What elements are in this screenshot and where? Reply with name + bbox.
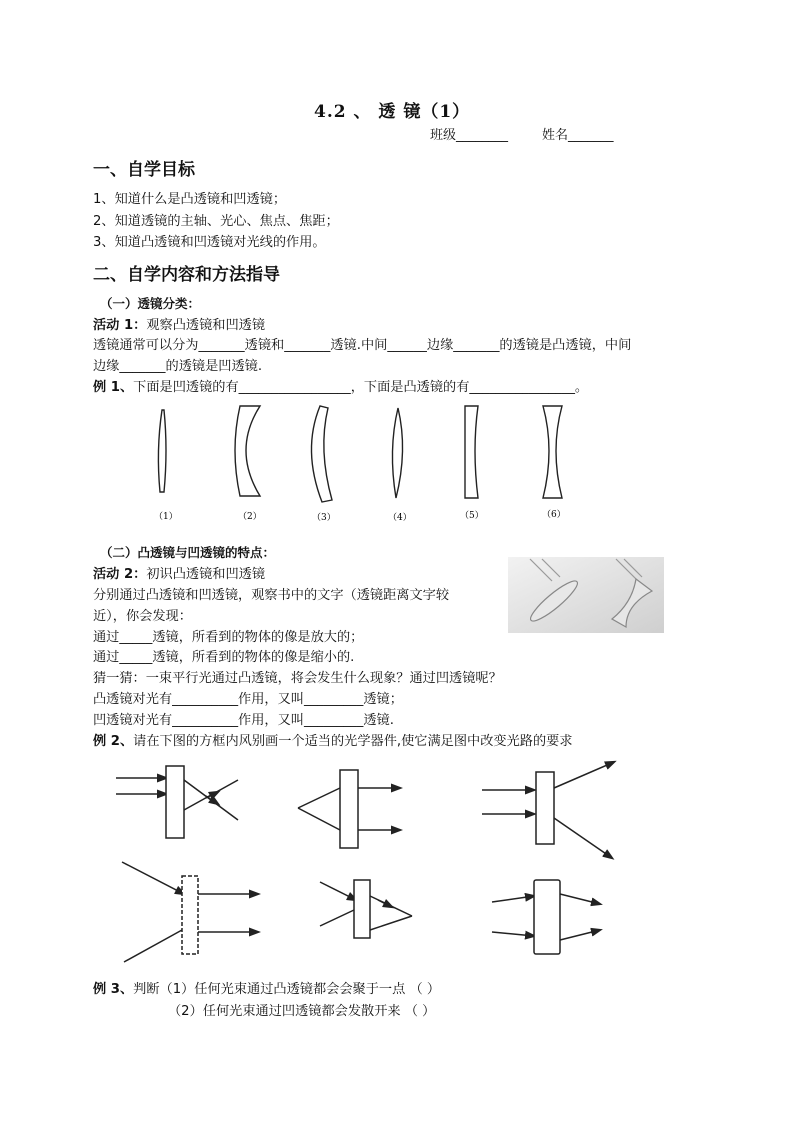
class-field: 班级________ [430, 128, 509, 143]
lens-4-label: （4） [388, 513, 412, 523]
example3 [93, 978, 440, 997]
lens-6-shape [543, 406, 562, 498]
classification-line-2: 边缘_______的透镜是凹透镜. [93, 359, 263, 374]
part2-line-6: 凸透镜对光有__________作用，又叫_________透镜； [93, 692, 403, 707]
section1-heading: 一、自学目标 [93, 160, 195, 180]
goal-item-3: 3、知道凸透镜和凹透镜对光线的作用。 [93, 235, 326, 250]
part2-line-5: 猜一猜：一束平行光通过凸透镜，将会发生什么现象？通过凹透镜呢？ [93, 671, 502, 686]
part2-line-1: 分别通过凸透镜和凹透镜，观察书中的文字（透镜距离文字较 [93, 588, 450, 603]
part2-line-3: 通过_____透镜，所看到的物体的像是放大的； [93, 630, 364, 645]
diagram-5 [320, 880, 412, 938]
activity2 [93, 563, 265, 582]
diagram-1-converging [116, 766, 238, 838]
goal-item-2: 2、知道透镜的主轴、光心、焦点、焦距； [93, 214, 339, 229]
example3-line-2: （2）任何光束通过凹透镜都会发散开来 （ ） [168, 1004, 436, 1019]
part2-heading: （二）凸透镜与凹透镜的特点： [100, 545, 276, 560]
lens-6-label: （6） [542, 510, 566, 520]
lens-2-label: （2） [238, 512, 262, 522]
example2 [93, 730, 573, 749]
part2-line-4: 通过_____透镜，所看到的物体的像是缩小的. [93, 650, 355, 665]
goal-item-1: 1、知道什么是凸透镜和凹透镜； [93, 192, 287, 207]
diagram-4 [122, 862, 258, 962]
lens-3-shape [311, 406, 332, 502]
diagram-6 [492, 880, 600, 954]
example2-label: 例 2、 [93, 734, 134, 749]
lens-2-shape [235, 406, 260, 496]
activity2-label: 活动 2： [93, 567, 147, 582]
part2-line-7: 凹透镜对光有__________作用，又叫_________透镜. [93, 713, 394, 728]
part1-heading: （一）透镜分类： [100, 296, 201, 311]
lens-3-label: （3） [312, 513, 336, 523]
diagram-2-parallel [298, 770, 400, 848]
lens-photo [508, 557, 664, 633]
lens-5-label: （5） [460, 511, 484, 521]
example2-text: 请在下图的方框内风别画一个适当的光学器件,使它满足图中改变光路的要求 [133, 734, 573, 749]
lens-shapes-figure [140, 400, 600, 525]
activity2-text: 初识凸透镜和凹透镜 [146, 567, 266, 582]
part2-line-2: 近），你会发现： [93, 609, 192, 624]
example1 [93, 376, 588, 395]
example1-label: 例 1、 [93, 380, 134, 395]
example3-label: 例 3、 [93, 982, 134, 997]
activity1-label: 活动 1： [93, 318, 147, 333]
example1-text: 下面是凹透镜的有_________________，下面是凸透镜的有________________。 [133, 380, 589, 395]
classification-line-1: 透镜通常可以分为_______透镜和_______透镜.中间______边缘_______的透镜是凸透镜，中间 [93, 338, 632, 353]
lens-1-label: （1） [154, 512, 178, 522]
section2-heading: 二、自学内容和方法指导 [93, 265, 280, 285]
page-title: 4.2 、 透 镜（1） [314, 102, 471, 122]
activity1 [93, 314, 265, 333]
activity1-text: 观察凸透镜和凹透镜 [146, 318, 266, 333]
lens-1-shape [158, 410, 166, 492]
lens-4-shape [392, 408, 402, 498]
diagram-3-diverging [482, 762, 614, 858]
example3-text: 判断（1）任何光束通过凸透镜都会会聚于一点 （ ） [133, 982, 441, 997]
lens-5-shape [465, 406, 478, 498]
name-field: 姓名_______ [542, 128, 614, 143]
optical-path-diagrams [110, 758, 630, 968]
